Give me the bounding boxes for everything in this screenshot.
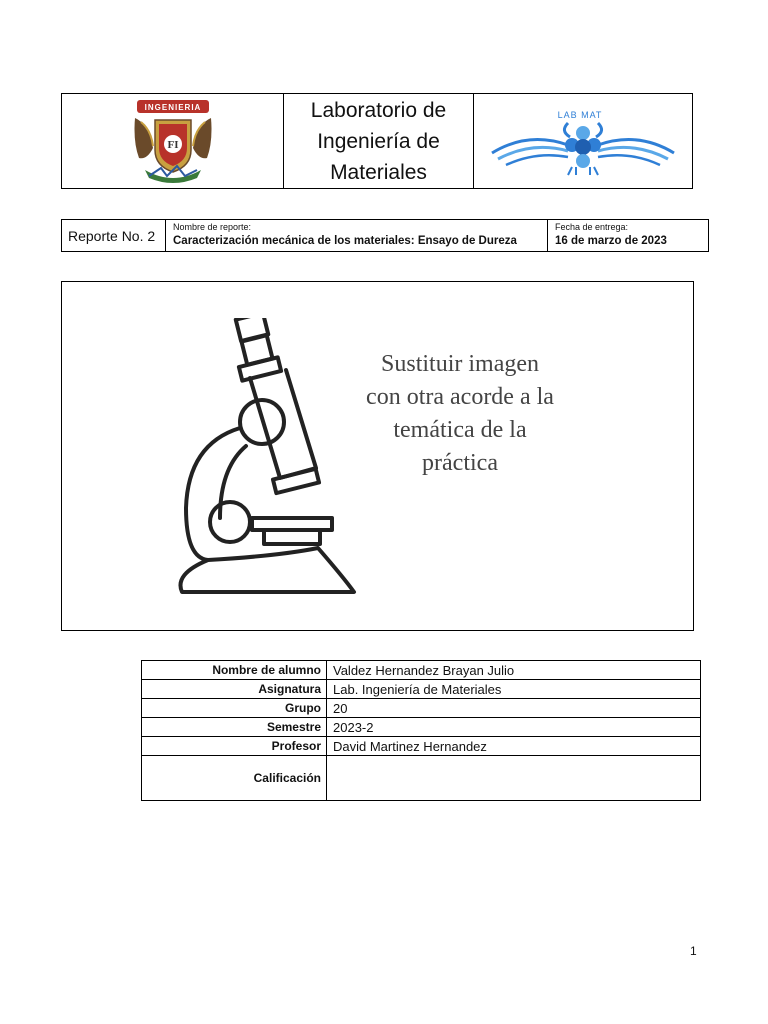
semester-label: Semestre [142, 718, 327, 737]
subject-label: Asignatura [142, 680, 327, 699]
report-header [61, 93, 693, 189]
page-number: 1 [690, 944, 697, 958]
student-name-value: Valdez Hernandez Brayan Julio [327, 661, 701, 680]
svg-text:FI: FI [167, 139, 178, 151]
lab-mat-logo-text: LAB MAT [557, 110, 603, 120]
delivery-date-cell [548, 220, 708, 251]
table-row [142, 661, 701, 680]
report-number: Reporte No. 2 [62, 220, 166, 251]
logo-banner-text: INGENIERIA [144, 103, 201, 112]
table-row [142, 699, 701, 718]
lab-mat-logo-cell [474, 94, 692, 188]
report-title [284, 94, 474, 188]
group-label: Grupo [142, 699, 327, 718]
title-line-2: Ingeniería de [317, 129, 440, 153]
grade-label: Calificación [142, 756, 327, 801]
grade-value [327, 756, 701, 801]
placeholder-line-3: temática de la [393, 417, 527, 443]
student-name-label: Nombre de alumno [142, 661, 327, 680]
unam-engineering-logo-cell [62, 94, 284, 188]
unam-engineering-logo [131, 98, 215, 184]
student-info-table [141, 660, 701, 801]
microscope-icon [168, 318, 368, 594]
image-placeholder-box [61, 281, 694, 631]
report-name-cell [166, 220, 548, 251]
professor-value: David Martinez Hernandez [327, 737, 701, 756]
delivery-date-label: Fecha de entrega: [555, 222, 629, 232]
table-row [142, 737, 701, 756]
lab-mat-logo [488, 101, 678, 181]
delivery-date-value: 16 de marzo de 2023 [555, 235, 667, 247]
professor-label: Profesor [142, 737, 327, 756]
table-row [142, 756, 701, 801]
title-line-3: Materiales [330, 160, 427, 184]
title-line-1: Laboratorio de [310, 98, 447, 122]
group-value: 20 [327, 699, 701, 718]
subject-value: Lab. Ingeniería de Materiales [327, 680, 701, 699]
table-row [142, 680, 701, 699]
placeholder-line-4: práctica [422, 450, 498, 476]
image-placeholder-text [340, 348, 580, 480]
placeholder-line-1: Sustituir imagen [381, 351, 539, 377]
semester-value: 2023-2 [327, 718, 701, 737]
report-name-label: Nombre de reporte: [173, 222, 252, 232]
placeholder-line-2: con otra acorde a la [366, 384, 554, 410]
table-row [142, 718, 701, 737]
report-info-row [61, 219, 709, 252]
report-name-value: Caracterización mecánica de los materiales: Ensayo de Dureza [173, 235, 517, 247]
